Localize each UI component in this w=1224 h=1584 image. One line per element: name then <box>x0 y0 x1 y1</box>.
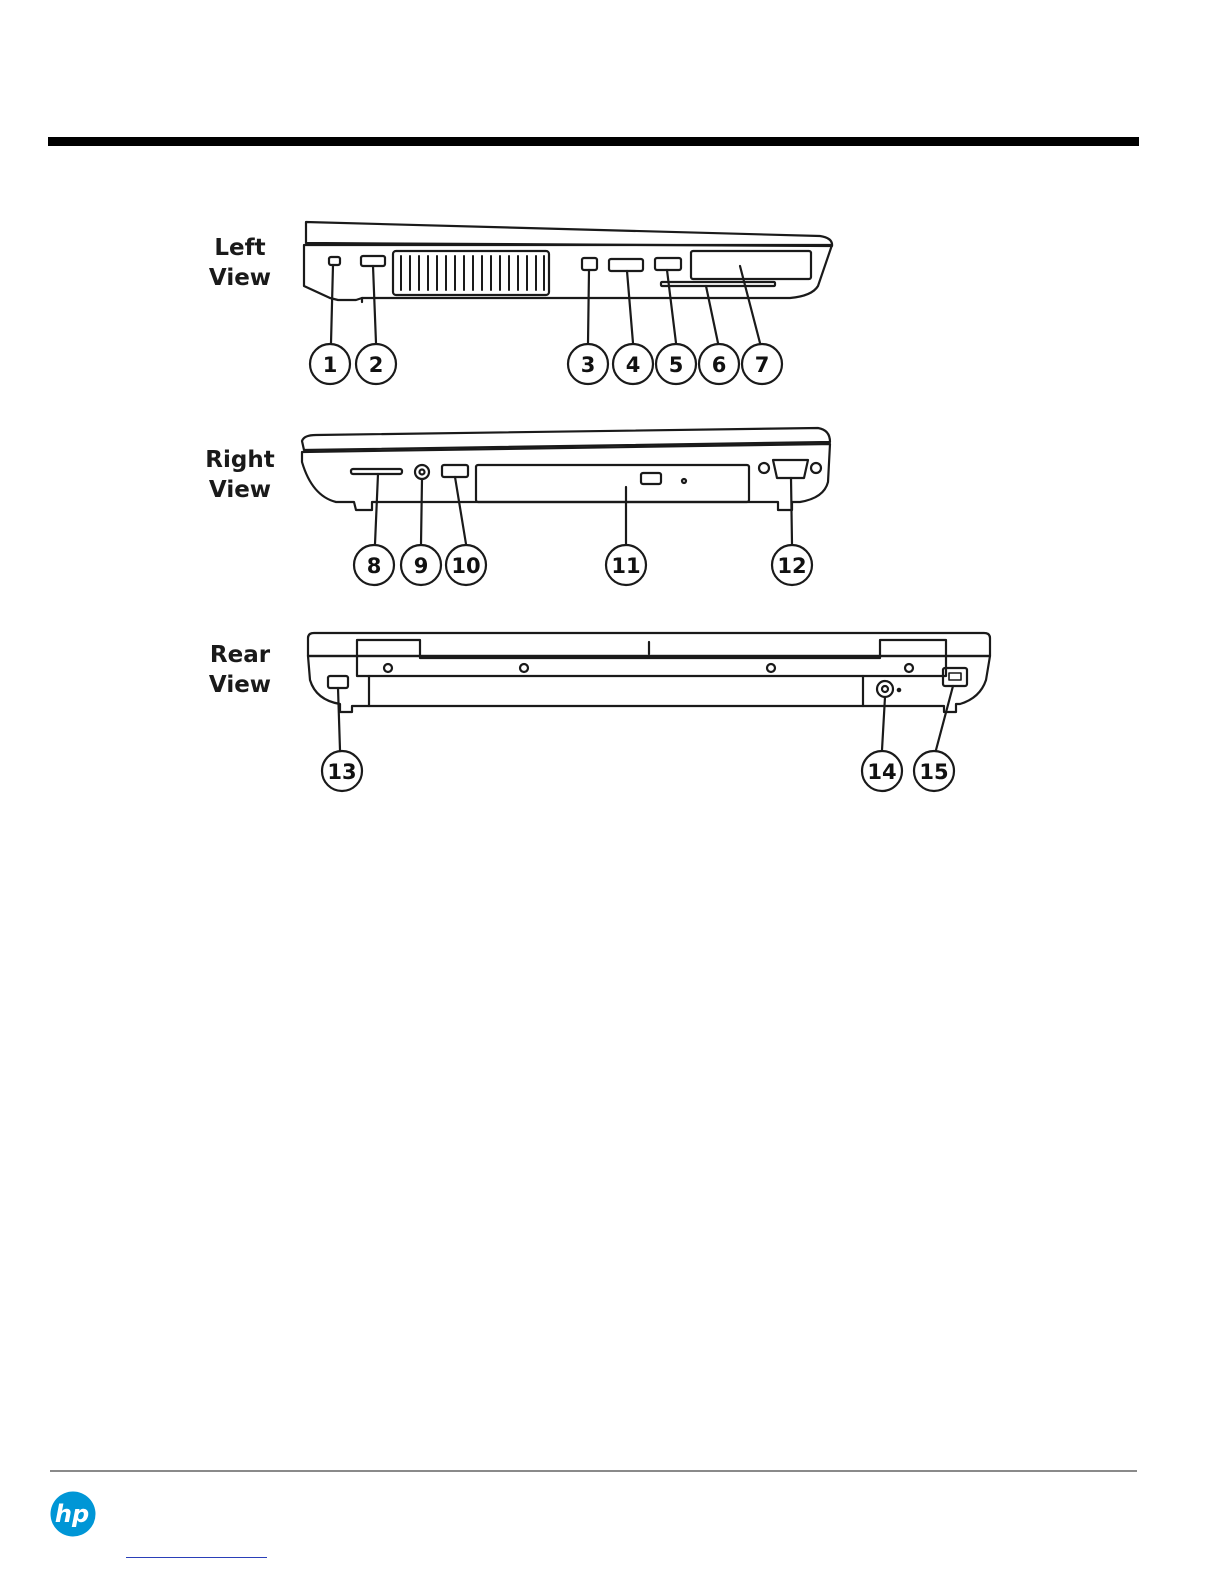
svg-text:4: 4 <box>625 353 641 377</box>
callout-7 <box>742 344 782 384</box>
vent-grille-icon <box>393 251 549 295</box>
smart-card-slot-icon <box>661 282 775 286</box>
svg-text:15: 15 <box>919 760 949 784</box>
media-card-reader-icon <box>351 469 402 474</box>
vga-port-icon <box>773 460 808 478</box>
callout-2 <box>356 344 396 384</box>
esata-port-icon <box>609 259 643 271</box>
callout-10 <box>446 545 486 585</box>
power-connector-icon <box>877 681 893 697</box>
svg-text:9: 9 <box>413 554 429 578</box>
svg-text:6: 6 <box>711 353 727 377</box>
svg-text:14: 14 <box>867 760 897 784</box>
optical-drive-icon <box>476 465 749 502</box>
svg-text:7: 7 <box>754 353 770 377</box>
expresscard-slot-icon <box>691 251 811 279</box>
svg-text:8: 8 <box>366 554 382 578</box>
callout-1 <box>310 344 350 384</box>
svg-text:3: 3 <box>580 353 596 377</box>
rear-usb-port-icon <box>328 676 348 688</box>
svg-text:5: 5 <box>668 353 684 377</box>
displayport-icon <box>582 258 597 270</box>
svg-text:hp: hp <box>54 1500 90 1528</box>
svg-text:1: 1 <box>322 353 338 377</box>
rear-view-drawing <box>308 633 990 750</box>
callout-14 <box>862 751 902 791</box>
svg-text:10: 10 <box>451 554 481 578</box>
callout-6 <box>699 344 739 384</box>
callout-13 <box>322 751 362 791</box>
rear-view-label: Rear View <box>208 642 272 698</box>
callout-12 <box>772 545 812 585</box>
svg-text:13: 13 <box>327 760 357 784</box>
left-view-label: Left View <box>208 235 272 291</box>
left-usb-port-icon <box>361 256 385 266</box>
right-usb-port-icon <box>442 465 468 477</box>
callout-5 <box>656 344 696 384</box>
right-view-drawing <box>302 428 830 544</box>
footer-link-underline[interactable] <box>126 1557 267 1558</box>
svg-text:2: 2 <box>368 353 384 377</box>
svg-text:12: 12 <box>777 554 807 578</box>
callout-11 <box>606 545 646 585</box>
svg-text:11: 11 <box>611 554 641 578</box>
hp-logo-icon <box>50 1491 96 1537</box>
right-view-label: Right View <box>205 447 275 503</box>
callout-15 <box>914 751 954 791</box>
callout-3 <box>568 344 608 384</box>
left-usb-port-2-icon <box>655 258 681 270</box>
left-view-drawing <box>304 222 832 343</box>
callout-8 <box>354 545 394 585</box>
callout-9 <box>401 545 441 585</box>
footer-rule <box>50 1470 1137 1472</box>
security-lock-slot-icon <box>329 257 340 265</box>
callout-4 <box>613 344 653 384</box>
audio-jack-icon <box>415 465 429 479</box>
